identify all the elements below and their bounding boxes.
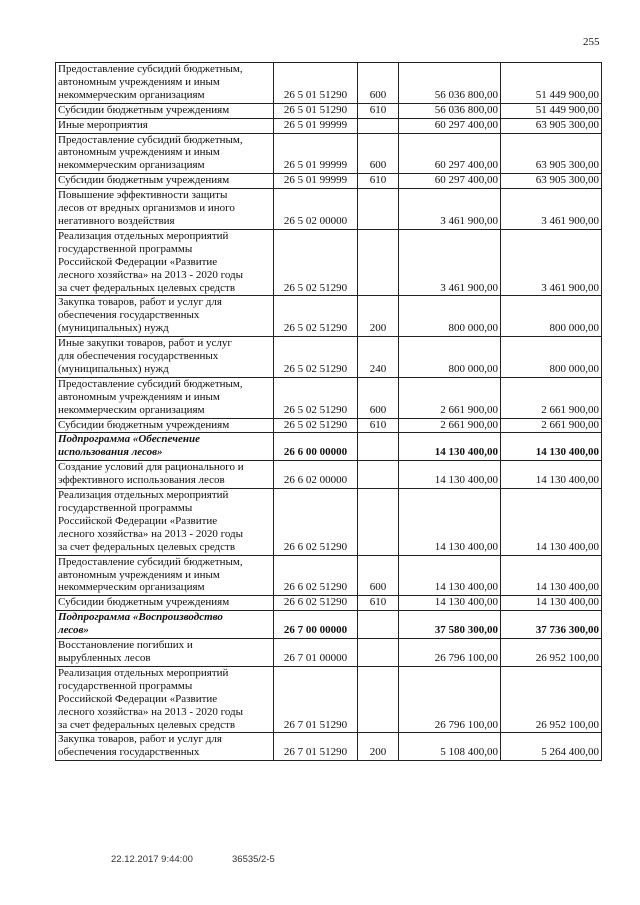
row-code: 26 5 01 51290 xyxy=(274,103,358,118)
table-row xyxy=(56,103,602,118)
row-expense-type: 610 xyxy=(358,596,399,611)
row-amount-2018: 14 130 400,00 xyxy=(399,489,501,556)
row-amount-2019: 3 461 900,00 xyxy=(501,189,602,230)
row-code: 26 5 02 51290 xyxy=(274,229,358,296)
row-name: Иные мероприятия xyxy=(56,118,274,133)
row-expense-type: 600 xyxy=(358,133,399,174)
table-row xyxy=(56,418,602,433)
table-row xyxy=(56,296,602,337)
row-amount-2019: 51 449 900,00 xyxy=(501,63,602,104)
row-amount-2019: 63 905 300,00 xyxy=(501,174,602,189)
footer-datetime: 22.12.2017 9:44:00 xyxy=(111,854,193,865)
row-amount-2018: 14 130 400,00 xyxy=(399,461,501,489)
budget-table xyxy=(55,62,602,761)
row-name: Субсидии бюджетным учреждениям xyxy=(56,596,274,611)
row-amount-2018: 2 661 900,00 xyxy=(399,377,501,418)
table-row xyxy=(56,174,602,189)
row-name: Предоставление субсидий бюджетным, автономным учреждениям и иным некоммерческим организациям xyxy=(56,63,274,104)
row-expense-type xyxy=(358,189,399,230)
row-code: 26 5 02 51290 xyxy=(274,337,358,378)
row-code: 26 5 02 51290 xyxy=(274,418,358,433)
row-expense-type: 610 xyxy=(358,103,399,118)
row-expense-type xyxy=(358,433,399,461)
row-amount-2018: 56 036 800,00 xyxy=(399,63,501,104)
table-row xyxy=(56,63,602,104)
table-row xyxy=(56,733,602,761)
table-row xyxy=(56,489,602,556)
table-row xyxy=(56,229,602,296)
row-name: Субсидии бюджетным учреждениям xyxy=(56,418,274,433)
footer-doc-code: 36535/2-5 xyxy=(232,854,275,865)
row-amount-2019: 63 905 300,00 xyxy=(501,118,602,133)
table-row xyxy=(56,133,602,174)
table-row xyxy=(56,555,602,596)
row-amount-2019: 26 952 100,00 xyxy=(501,639,602,667)
row-amount-2019: 3 461 900,00 xyxy=(501,229,602,296)
row-name: Субсидии бюджетным учреждениям xyxy=(56,174,274,189)
row-expense-type: 610 xyxy=(358,174,399,189)
row-expense-type xyxy=(358,461,399,489)
table-row xyxy=(56,639,602,667)
row-name: Предоставление субсидий бюджетным, автономным учреждениям и иным некоммерческим организациям xyxy=(56,377,274,418)
row-amount-2019: 14 130 400,00 xyxy=(501,596,602,611)
row-expense-type xyxy=(358,489,399,556)
row-amount-2019: 37 736 300,00 xyxy=(501,611,602,639)
row-amount-2019: 14 130 400,00 xyxy=(501,555,602,596)
row-amount-2018: 60 297 400,00 xyxy=(399,118,501,133)
row-code: 26 6 02 51290 xyxy=(274,555,358,596)
row-expense-type xyxy=(358,229,399,296)
row-amount-2019: 14 130 400,00 xyxy=(501,489,602,556)
row-amount-2018: 800 000,00 xyxy=(399,337,501,378)
row-name: Реализация отдельных мероприятий государственной программы Российской Федерации «Развитие лесного хозяйства» на 2013 - 2020 годы за счет федеральных целевых средств xyxy=(56,489,274,556)
row-amount-2019: 14 130 400,00 xyxy=(501,433,602,461)
row-code: 26 5 01 99999 xyxy=(274,174,358,189)
row-name: Реализация отдельных мероприятий государственной программы Российской Федерации «Развитие лесного хозяйства» на 2013 - 2020 годы за счет федеральных целевых средств xyxy=(56,666,274,733)
row-code: 26 5 01 51290 xyxy=(274,63,358,104)
row-amount-2018: 26 796 100,00 xyxy=(399,666,501,733)
row-expense-type: 240 xyxy=(358,337,399,378)
row-name: Реализация отдельных мероприятий государственной программы Российской Федерации «Развитие лесного хозяйства» на 2013 - 2020 годы за счет федеральных целевых средств xyxy=(56,229,274,296)
row-name: Субсидии бюджетным учреждениям xyxy=(56,103,274,118)
row-expense-type xyxy=(358,639,399,667)
row-name: Восстановление погибших и вырубленных лесов xyxy=(56,639,274,667)
row-expense-type: 600 xyxy=(358,555,399,596)
row-amount-2018: 3 461 900,00 xyxy=(399,189,501,230)
row-name: Повышение эффективности защиты лесов от вредных организмов и иного негативного воздействия xyxy=(56,189,274,230)
row-amount-2019: 5 264 400,00 xyxy=(501,733,602,761)
page-number: 255 xyxy=(583,36,600,48)
row-amount-2019: 2 661 900,00 xyxy=(501,377,602,418)
row-code: 26 5 02 51290 xyxy=(274,296,358,337)
row-amount-2018: 5 108 400,00 xyxy=(399,733,501,761)
table-row xyxy=(56,433,602,461)
row-code: 26 6 00 00000 xyxy=(274,433,358,461)
table-row xyxy=(56,189,602,230)
row-code: 26 5 01 99999 xyxy=(274,118,358,133)
row-code: 26 7 00 00000 xyxy=(274,611,358,639)
row-code: 26 7 01 51290 xyxy=(274,666,358,733)
row-expense-type: 200 xyxy=(358,296,399,337)
table-body xyxy=(56,63,602,761)
row-code: 26 5 02 00000 xyxy=(274,189,358,230)
table-row xyxy=(56,461,602,489)
row-amount-2019: 51 449 900,00 xyxy=(501,103,602,118)
row-expense-type xyxy=(358,611,399,639)
row-name: Подпрограмма «Воспроизводство лесов» xyxy=(56,611,274,639)
row-amount-2018: 60 297 400,00 xyxy=(399,174,501,189)
row-code: 26 6 02 00000 xyxy=(274,461,358,489)
row-name: Иные закупки товаров, работ и услуг для обеспечения государственных (муниципальных) нужд xyxy=(56,337,274,378)
row-amount-2018: 800 000,00 xyxy=(399,296,501,337)
row-expense-type: 600 xyxy=(358,63,399,104)
table-row xyxy=(56,666,602,733)
row-name: Закупка товаров, работ и услуг для обеспечения государственных xyxy=(56,733,274,761)
row-expense-type xyxy=(358,666,399,733)
row-name: Предоставление субсидий бюджетным, автономным учреждениям и иным некоммерческим организациям xyxy=(56,555,274,596)
row-amount-2019: 14 130 400,00 xyxy=(501,461,602,489)
table-row xyxy=(56,377,602,418)
row-amount-2018: 14 130 400,00 xyxy=(399,433,501,461)
row-expense-type xyxy=(358,118,399,133)
row-code: 26 5 01 99999 xyxy=(274,133,358,174)
row-amount-2018: 60 297 400,00 xyxy=(399,133,501,174)
row-amount-2018: 26 796 100,00 xyxy=(399,639,501,667)
row-amount-2019: 26 952 100,00 xyxy=(501,666,602,733)
table-row xyxy=(56,118,602,133)
row-expense-type: 610 xyxy=(358,418,399,433)
row-amount-2019: 800 000,00 xyxy=(501,296,602,337)
table-row xyxy=(56,337,602,378)
row-amount-2018: 37 580 300,00 xyxy=(399,611,501,639)
row-amount-2019: 63 905 300,00 xyxy=(501,133,602,174)
row-amount-2018: 2 661 900,00 xyxy=(399,418,501,433)
row-amount-2019: 2 661 900,00 xyxy=(501,418,602,433)
row-amount-2018: 14 130 400,00 xyxy=(399,596,501,611)
row-code: 26 5 02 51290 xyxy=(274,377,358,418)
row-amount-2018: 14 130 400,00 xyxy=(399,555,501,596)
row-expense-type: 600 xyxy=(358,377,399,418)
row-amount-2018: 56 036 800,00 xyxy=(399,103,501,118)
row-expense-type: 200 xyxy=(358,733,399,761)
table-row xyxy=(56,611,602,639)
row-code: 26 6 02 51290 xyxy=(274,489,358,556)
row-amount-2018: 3 461 900,00 xyxy=(399,229,501,296)
row-name: Закупка товаров, работ и услуг для обеспечения государственных (муниципальных) нужд xyxy=(56,296,274,337)
row-code: 26 6 02 51290 xyxy=(274,596,358,611)
row-name: Предоставление субсидий бюджетным, автономным учреждениям и иным некоммерческим организациям xyxy=(56,133,274,174)
row-amount-2019: 800 000,00 xyxy=(501,337,602,378)
table-row xyxy=(56,596,602,611)
row-name: Создание условий для рационального и эффективного использования лесов xyxy=(56,461,274,489)
row-code: 26 7 01 00000 xyxy=(274,639,358,667)
row-code: 26 7 01 51290 xyxy=(274,733,358,761)
row-name: Подпрограмма «Обеспечение использования лесов» xyxy=(56,433,274,461)
